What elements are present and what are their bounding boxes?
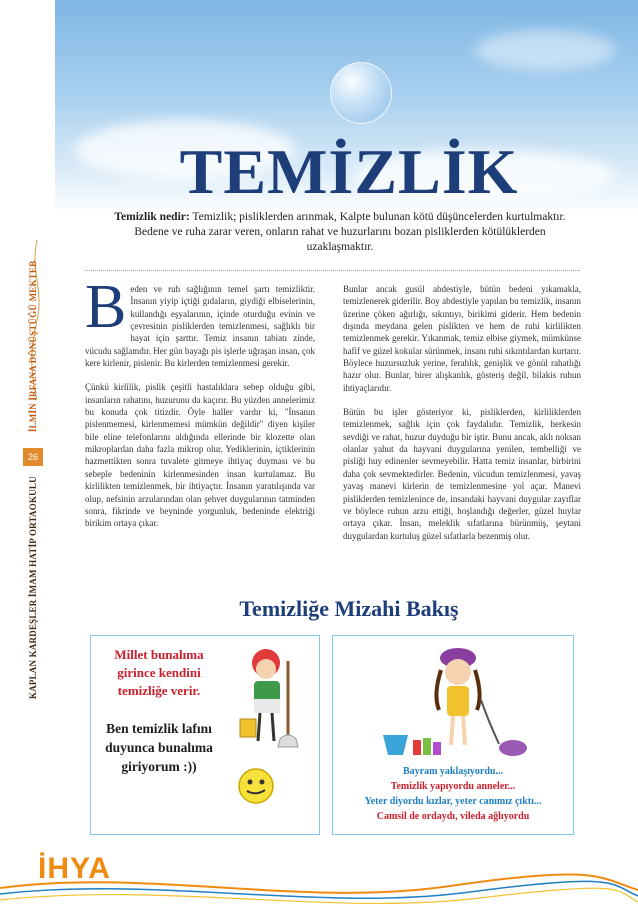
humor-box-left <box>90 635 320 835</box>
page-title: TEMİZLİK <box>179 136 519 207</box>
sidebar-vertical-text <box>28 230 42 730</box>
joke-line-1: Millet bunalıma girince kendini temizliğe verir. <box>114 647 204 698</box>
soap-bubble-image <box>330 62 392 124</box>
cleaning-girl-illustration <box>363 640 543 760</box>
paragraph-text: eden ve ruh sağlığının temel şartı temizliktir. İnsanın yiyip içtiği gıdaların, giydiği elbiselerinin, kullandığı eşyalarının, içinde oturduğu evinin ve çevresinin pisliklerden temizlenmesi, sağlıklı bir hayat için şarttır. Temiz insanın tabiatı zinde, vücudu sağlamdır. Her gün bayağı pis işlerle uğraşan insan, çok kere kirlenir, pislenir. Bu kirlerden temizlenmesi gerekir. <box>85 284 315 369</box>
poem-line: Temizlik yapıyordu anneler... <box>390 781 516 792</box>
ihya-logo: İHYA <box>38 852 111 885</box>
subtitle-lead: Temizlik nedir: <box>114 211 190 223</box>
poem-lines <box>333 764 573 824</box>
paragraph <box>85 273 315 369</box>
article-column-2 <box>343 283 581 554</box>
humor-box-right <box>332 635 574 835</box>
cloud-decoration <box>475 30 615 70</box>
joke-line-2: Ben temizlik lafını duyunca bunalıma giriyorum :)) <box>105 721 213 774</box>
paragraph: Bütün bu işler gösteriyor ki, pisliklerden, kirliliklerden temizlenmek, sağlık için çok faydalıdır. Temizlik, herkesin sevdiği ve rahat, huzur duyduğu bir iştir. Bunu ancak, aklı noksan olanlar yahut da hayvani duygularına yenilen, tembelliği ve pisliği huy edinenler sevmeyebilir. Hatta temiz insanlar, birbirini daha çok sevmektedirler. Bedenin, vücudun temizlenmesi, yavaş yavaş manevi kirlerin de temizlenmesine yol açar. Manevi pisliklerden temizlenince de, insandaki hayvani duygular zayıflar ve böylece ruhun arzu ettiği, hoşlandığı değerler, güzel huylar ortaya çıkar. İnsan, meleklik sıfatlarına bürünmüş, şeytani duygulardan kurtuluş güzel sıfatlarla bezenmiş olur. <box>343 407 581 541</box>
subtitle-text: Temizlik; pisliklerden arınmak, Kalpte bulunan kötü düşüncelerden kurtulmaktır. Bedene ve ruha zarar veren, onların rahat ve huzurlarını bozan pisliklerden kötülüklerden uzaklaşmaktır. <box>134 211 566 253</box>
dotted-divider <box>85 270 580 271</box>
article-column-1 <box>85 273 315 542</box>
poem-line: Camsil de ordaydı, vileda ağlıyordu <box>376 811 530 822</box>
sidebar-magazine-motto: İLMİN İRFANA DÖNÜŞTÜĞÜ MEKTEB <box>28 260 38 433</box>
poem-line: Bayram yaklaşıyordu... <box>402 766 503 777</box>
drop-cap: B <box>85 273 127 341</box>
paragraph: Bunlar ancak gusül abdestiyle, bütün bedeni yıkamakla, temizlenerek giderilir. Boy abdestiyle yapılan bu temizlik, insanın üzerine çöken ağırlığı, sıkıntıyı, birikimi giderir. Hem bedenin dışında meydana gelen pislikten ve hem de ruhi kirlilikten temizlenmek gerekir. Yıkanmak, temiz elbise giymek, mümkünse hafif ve güzel kokular sürünmek, insanı ruhi sıkıntılardan kurtarır. Böylece huzursuzluk yerine, ferahlık, genişlik ve gönül rahatlığı hazır olur. Bunlar, birer alışkanlık, gösteriş değil, bilakis ruhun ihtiyaçlarıdır. <box>343 284 581 393</box>
cleaning-woman-illustration <box>226 641 316 751</box>
humor-section-title: Temizliğe Mizahi Bakış <box>239 596 459 621</box>
subtitle-definition <box>110 210 570 255</box>
sidebar-school-name: KAPLAN KARDEŞLER İMAM HATİP ORTAOKULU <box>28 476 38 700</box>
poem-line: Yeter diyordu kızlar, yeter canımız çıktı... <box>364 796 542 807</box>
paragraph: Çünkü kirlilik, pislik çeşitli hastalıklara sebep olduğu gibi, insanların rahatını, huzurunu da kaçırır. Bu yüzden annelerimiz bu konuda çok titizdir. Öyle haller vardır ki, "İnsanın pislenmemesi, kirlenmemesi mümkün değildir" diyen kişiler bile eline telefonlarını aldığında ellerinde bir klozette olan mikroplardan daha fazla mikrop olur. Yediklerinin, içtiklerinin hazmettikten sonra tuvalete gitmeye ihtiyaç duyması ve bu sebeple bedeninin kirlenmesinden insan kurtulamaz. Bu kirlilikten temizlenmek, bir ihtiyaçtır. İnsanın yaratılışında var olup, nefsinin arzularından olan şehvet duygularının tatminden sonra, fikrinde ve beyninde yorgunluk, bedeninde elektriği birikim ortaya çıkar. <box>85 382 315 529</box>
smiley-icon <box>236 766 276 806</box>
vertical-sidebar <box>0 230 55 730</box>
page-number: 26 <box>23 448 43 466</box>
